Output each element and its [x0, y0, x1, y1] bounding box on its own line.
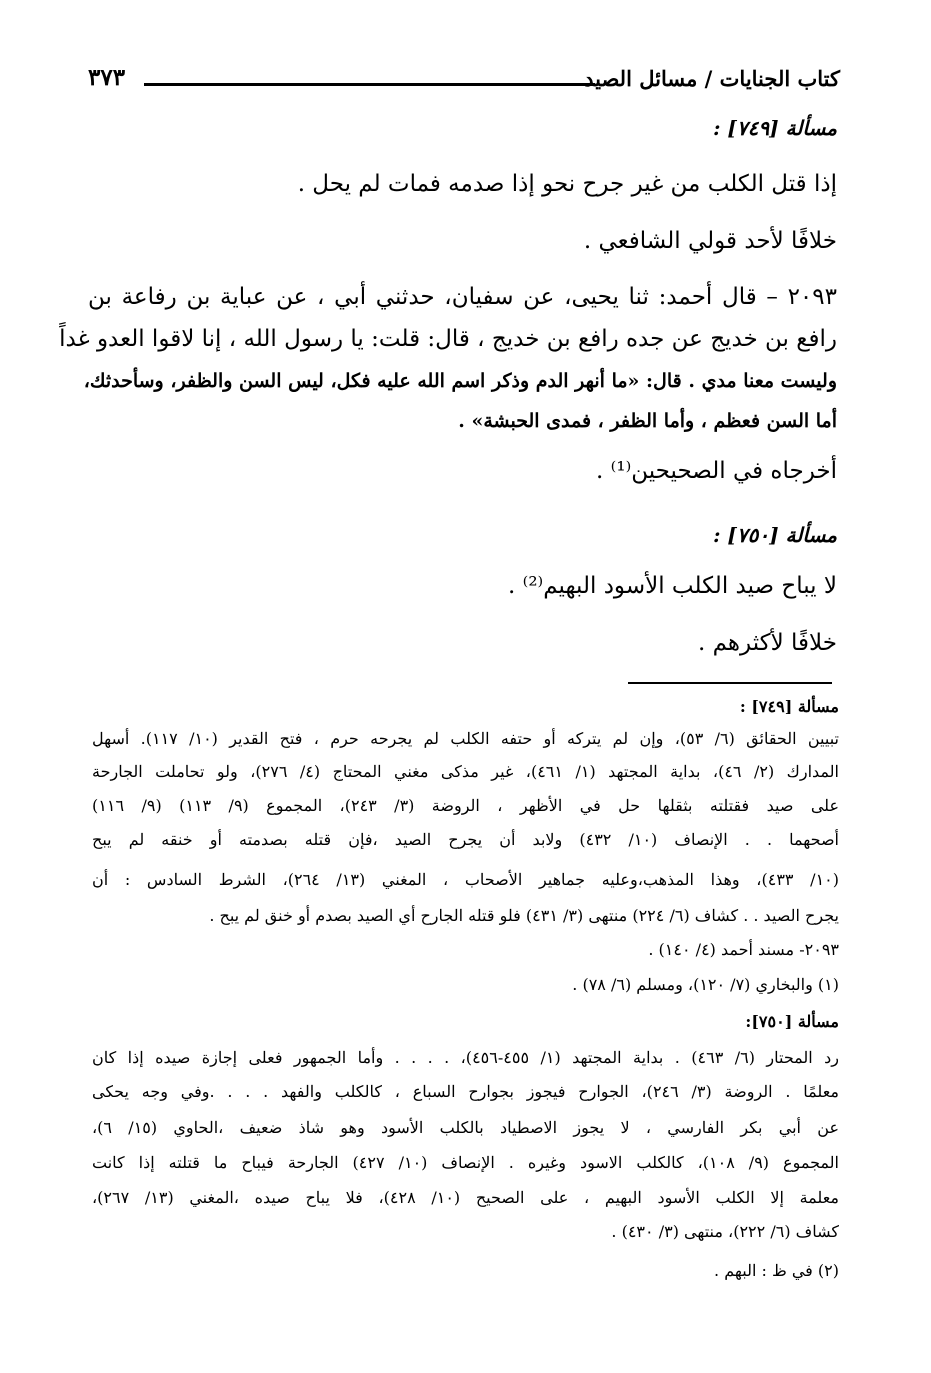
- footnote-line: المجموع (٩/ ١٠٨)، كالكلب الاسود وغيره . الإنصاف (١٠/ ٤٢٧) الجارحة فيباح ما قتلته إذا كانت: [92, 1153, 840, 1172]
- page-header: [88, 66, 840, 106]
- footnote-line: رد المحتار (٦/ ٤٦٣) . بداية المجتهد (١/ ٤٥٥-٤٥٦)، . . . . وأما الجمهور فعلى إجازة صيده إذا كان: [92, 1048, 840, 1067]
- footnote-line: يجرح الصيد . . كشاف (٦/ ٢٢٤) منتهى (٣/ ٤٣١) فلو قتله الجارح أي الصيد بصدم أو خنق لم يبح .: [209, 906, 839, 925]
- footnote-line: المدارك (٢/ ٤٦)، بداية المجتهد (١/ ٤٦١)، غير مذكى مغني المحتاج (٤/ ٢٧٦)، ولو تحاملت الجارحة: [92, 762, 840, 781]
- footnote-line: تبيين الحقائق (٦/ ٥٣)، وإن لم يتركه أو حتفه الكلب لم يجرحه حرم ، فتح القدير (١٠/ ١١٧). أسهل: [92, 729, 839, 748]
- footnote-issue-749-label: مسألة [٧٤٩] :: [739, 697, 839, 716]
- issue-749-heading: مسألة [٧٤٩] :: [713, 116, 837, 140]
- footnote-line: عن أبي بكر الفارسي ، لا يجوز الاصطياد بالكلب الأسود وهو شاذ ضعيف ،الحاوي (١٥/ ٦)،: [92, 1118, 839, 1137]
- footnote-1: (١) والبخاري (٧/ ١٢٠)، ومسلم (٦/ ٧٨) .: [572, 975, 839, 994]
- footnote-hadith-2093: ٢٠٩٣- مسند أحمد (٤/ ١٤٠) .: [648, 940, 839, 959]
- footnote-line: كشاف (٦/ ٢٢٢)، منتهى (٣/ ٤٣٠) .: [611, 1222, 839, 1241]
- footnote-line: أصحهما . . الإنصاف (١٠/ ٤٣٢) ولابد أن يجرح الصيد ،فإن قتله بصدمته أو خنقه لم يبح: [92, 830, 840, 849]
- hadith-line: ٢٠٩٣ – قال أحمد: ثنا يحيى، عن سفيان، حدثني أبي ، عن عباية بن رفاعة بن: [88, 284, 837, 310]
- footnote-line: معلمة إلا الكلب الأسود البهيم ، على الصحيح (١٠/ ٤٢٨)، فلا يباح صيده ،المغني (١٣/ ٢٦٧)،: [92, 1188, 839, 1207]
- issue-749-dissent: خلافًا لأحد قولي الشافعي .: [583, 228, 837, 254]
- footnote-2: (٢) في ظ : البهم .: [714, 1261, 839, 1280]
- hadith-line: أما السن فعظم ، وأما الظفر ، فمدى الحبشة» .: [458, 410, 837, 432]
- hadith-line: وليست معنا مدي . قال: «ما أنهر الدم وذكر اسم الله عليه فكل، ليس السن والظفر، وسأحدثك،: [83, 370, 837, 392]
- issue-750-dissent: خلافًا لأكثرهم .: [697, 630, 837, 656]
- hadith-takhrij: أخرجاه في الصحيحين⁽¹⁾ .: [596, 458, 837, 484]
- issue-750-text: لا يباح صيد الكلب الأسود البهيم⁽²⁾ .: [508, 573, 837, 599]
- footnote-line: (١٠/ ٤٣٣)، وهذا المذهب،وعليه جماهير الأصحاب ، المغني (١٣/ ٢٦٤)، الشرط السادس : أن: [92, 870, 839, 889]
- issue-750-heading: مسألة [٧٥٠] :: [713, 523, 837, 547]
- hadith-line: رافع بن خديج عن جده رافع بن خديج ، قال: قلت: يا رسول الله ، إنا لاقوا العدو غداً: [59, 326, 837, 352]
- footnote-line: على صيد فقتلته بثقلها حل في الأظهر ، الروضة (٣/ ٢٤٣)، المجموع (٩/ ١١٣) (٩/ ١١٦): [92, 796, 840, 815]
- header-rule: [144, 83, 595, 86]
- running-title: كتاب الجنايات / مسائل الصيد: [584, 66, 840, 91]
- footnote-line: معلمًا . الروضة (٣/ ٢٤٦)، الجوارح فيجوز بجوارح السباع ، كالكلب والفهد . . . .وفي وجه يحكى: [92, 1082, 839, 1101]
- issue-749-text: إذا قتل الكلب من غير جرح نحو إذا صدمه فمات لم يحل .: [297, 171, 837, 197]
- footnote-issue-750-label: مسألة [٧٥٠]:: [745, 1012, 839, 1031]
- page-number: ٣٧٣: [88, 64, 126, 91]
- footnote-separator: [628, 682, 832, 684]
